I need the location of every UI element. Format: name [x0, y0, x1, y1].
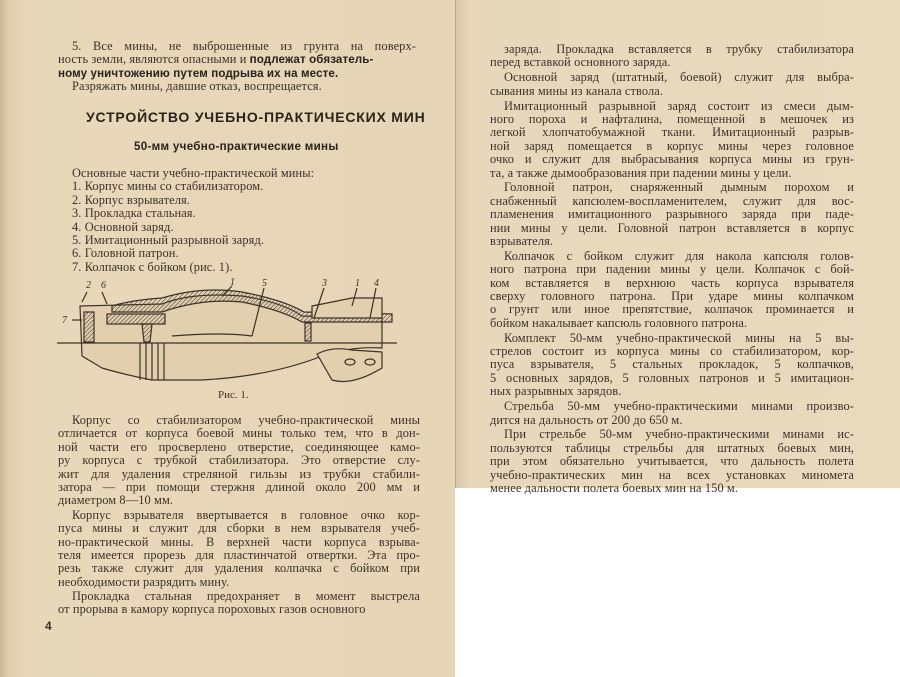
bold-warning: подлежат обязатель- — [249, 53, 374, 67]
figure-label: 2 — [86, 280, 91, 291]
figure-label: 7 — [62, 315, 67, 326]
section-heading: УСТРОЙСТВО УЧЕБНО-ПРАКТИЧЕСКИХ МИН — [86, 109, 426, 125]
text-line: о грунт или иное препятствие, колпачок проминается и — [490, 302, 854, 317]
figure-label: 6 — [101, 280, 106, 291]
intro-paragraph — [58, 40, 416, 94]
text-line: ру корпуса с трубкой стабилизатора. Это отверстие слу- — [58, 453, 420, 468]
list-item: 6. Головной патрон. — [72, 246, 179, 261]
page-number: 4 — [45, 619, 52, 633]
text-line: ных разрывных зарядов. — [490, 384, 622, 399]
left-body-text — [58, 414, 420, 617]
figure-caption: Рис. 1. — [218, 389, 249, 401]
list-item: 3. Прокладка стальная. — [72, 206, 196, 221]
figure-label: 4 — [374, 278, 379, 289]
paragraph — [490, 332, 854, 399]
text-line: заряда. Прокладка вставляется в трубку стабилизатора — [504, 42, 854, 56]
text-line: 5 основных зарядов, 5 головных патронов и 5 имитацион- — [490, 370, 854, 385]
text-line: ной части его просверлено отверстие, соединяющее камо- — [58, 439, 420, 454]
text-line: Основной заряд (штатный, боевой) служит для выбра- — [504, 70, 854, 85]
figure-label: 3 — [322, 278, 327, 289]
text-line: перед вставкой основного заряда. — [490, 55, 671, 70]
text-line: отличается от корпуса боевой мины только тем, что в дон- — [58, 426, 420, 441]
text-line: взрывателя. — [490, 233, 554, 248]
paragraph — [58, 414, 420, 508]
text-line: сывания мины из канала ствола. — [490, 83, 664, 98]
paragraph — [490, 400, 854, 427]
parts-list — [58, 167, 416, 274]
list-intro: Основные части учебно-практической мины: — [72, 166, 315, 180]
figure-label: 1 — [230, 277, 235, 288]
text-line: теля имеется прорезь для пластинчатой отвертки. Эта про- — [58, 547, 420, 562]
text-line: ного пороха и нафталина, помещенной в мешочек из — [490, 111, 854, 126]
text-line: затора — при помощи стержня длиной около 200 мм и — [58, 479, 420, 494]
text-line: очко и служит для выбрасывания корпуса мины из грун- — [490, 152, 854, 167]
paragraph — [490, 428, 854, 495]
figure-mine-cross-section — [52, 276, 402, 388]
text-line: при этом обязательно учитывается, что дальность полета — [490, 454, 854, 469]
paragraph — [58, 509, 420, 589]
right-page — [455, 0, 900, 495]
text-line: от прорыва в камору корпуса пороховых газов основного — [58, 602, 366, 617]
paragraph — [490, 250, 854, 330]
text-line: сверху головного патрона. При ударе мины колпачком — [490, 289, 854, 304]
text-line: та, а также дымообразования при падении мины у цели. — [490, 165, 792, 180]
text-line: диаметром 8—10 мм. — [58, 493, 174, 508]
text-line: легкой хлопчатобумажной ткани. Имитационный разрыв- — [490, 125, 854, 140]
text-line: пользуются таблицы стрельбы для штатных боевых мин, — [490, 440, 854, 455]
text-line: Корпус со стабилизатором учебно-практической мины — [72, 413, 420, 427]
text-line: учебно-практических мин на всех установках миномета — [490, 467, 854, 482]
text-line: Имитационный разрывной заряд состоит из смеси дым- — [504, 98, 854, 113]
text-line: Прокладка стальная предохраняет в момент выстрела — [72, 589, 420, 604]
text-line: необходимости разрядить мину. — [58, 574, 230, 589]
text-line: дится на дальность от 200 до 650 м. — [490, 412, 683, 427]
text-line: Колпачок с бойком служит для накола капсюля голов- — [504, 248, 854, 263]
right-body-text — [490, 43, 854, 495]
text-line: ком вставляется в верхнюю часть корпуса взрывателя — [490, 275, 854, 290]
text-line: стрелов состоит из корпуса мины со стабилизатором, кор- — [490, 344, 854, 359]
list-item: 4. Основной заряд. — [72, 219, 174, 234]
text-line: Корпус взрывателя ввертывается в головное очко кор- — [72, 507, 420, 522]
mine-body — [57, 286, 397, 382]
paragraph — [490, 100, 854, 180]
figure-label: 1 — [355, 278, 360, 289]
list-item: 2. Корпус взрывателя. — [72, 192, 190, 207]
text-span: ность земли, являются опасными и — [58, 52, 247, 67]
text-line: резь также служит для удаления колпачка с бойком при — [58, 561, 420, 576]
paragraph — [490, 43, 854, 70]
text-line: пуса взрывателя, 5 стальных прокладок, 5 колпачков, — [490, 357, 854, 372]
figure-label: 5 — [262, 278, 267, 289]
text-line: но-практической мины. В верхней части корпуса взрыва- — [58, 534, 420, 549]
list-item: 7. Колпачок с бойком (рис. 1). — [72, 259, 233, 274]
text-line: нии мины у цели. Головной патрон вставляется в корпус — [490, 220, 854, 235]
text-line: пламенения имитационного разрывного заряда при паде- — [490, 207, 854, 222]
paragraph — [490, 181, 854, 248]
list-item: 5. Имитационный разрывной заряд. — [72, 232, 265, 247]
text-line: Разряжать мины, давшие отказ, воспрещается. — [72, 79, 322, 94]
text-line: жит для удаления стреляной гильзы из трубки стабили- — [58, 466, 420, 481]
text-line — [58, 53, 416, 66]
text-line: снабженный капсюлем-воспламенителем, служит для вос- — [490, 193, 854, 208]
text-line: Стрельба 50-мм учебно-практическими минами произво- — [504, 399, 854, 414]
text-line: При стрельбе 50-мм учебно-практическими минами ис- — [504, 427, 854, 442]
subsection-heading: 50-мм учебно-практические мины — [134, 140, 339, 153]
text-line: бойком накалывает капсюль головного патрона. — [490, 315, 748, 330]
text-line: ной заряд помещается в корпус мины через головное — [490, 138, 854, 153]
bold-warning-line: ному уничтожению путем подрыва их на месте. — [58, 66, 339, 80]
list-items — [58, 180, 416, 274]
text-line: 5. Все мины, не выброшенные из грунта на поверх- — [72, 39, 416, 53]
text-line: Головной патрон, снаряженный дымным порохом и — [504, 180, 854, 195]
paragraph — [58, 590, 420, 617]
text-line: пуса мины и служит для сборки в нем взрывателя учеб- — [58, 521, 420, 536]
text-line: менее дальности полета боевых мин на 150 м. — [490, 481, 739, 495]
text-line: ного патрона при падении мины у цели. Колпачок с бой- — [490, 262, 854, 277]
paragraph — [490, 71, 854, 98]
text-line: Комплект 50-мм учебно-практической мины на 5 вы- — [504, 330, 854, 345]
list-item: 1. Корпус мины со стабилизатором. — [72, 179, 264, 194]
